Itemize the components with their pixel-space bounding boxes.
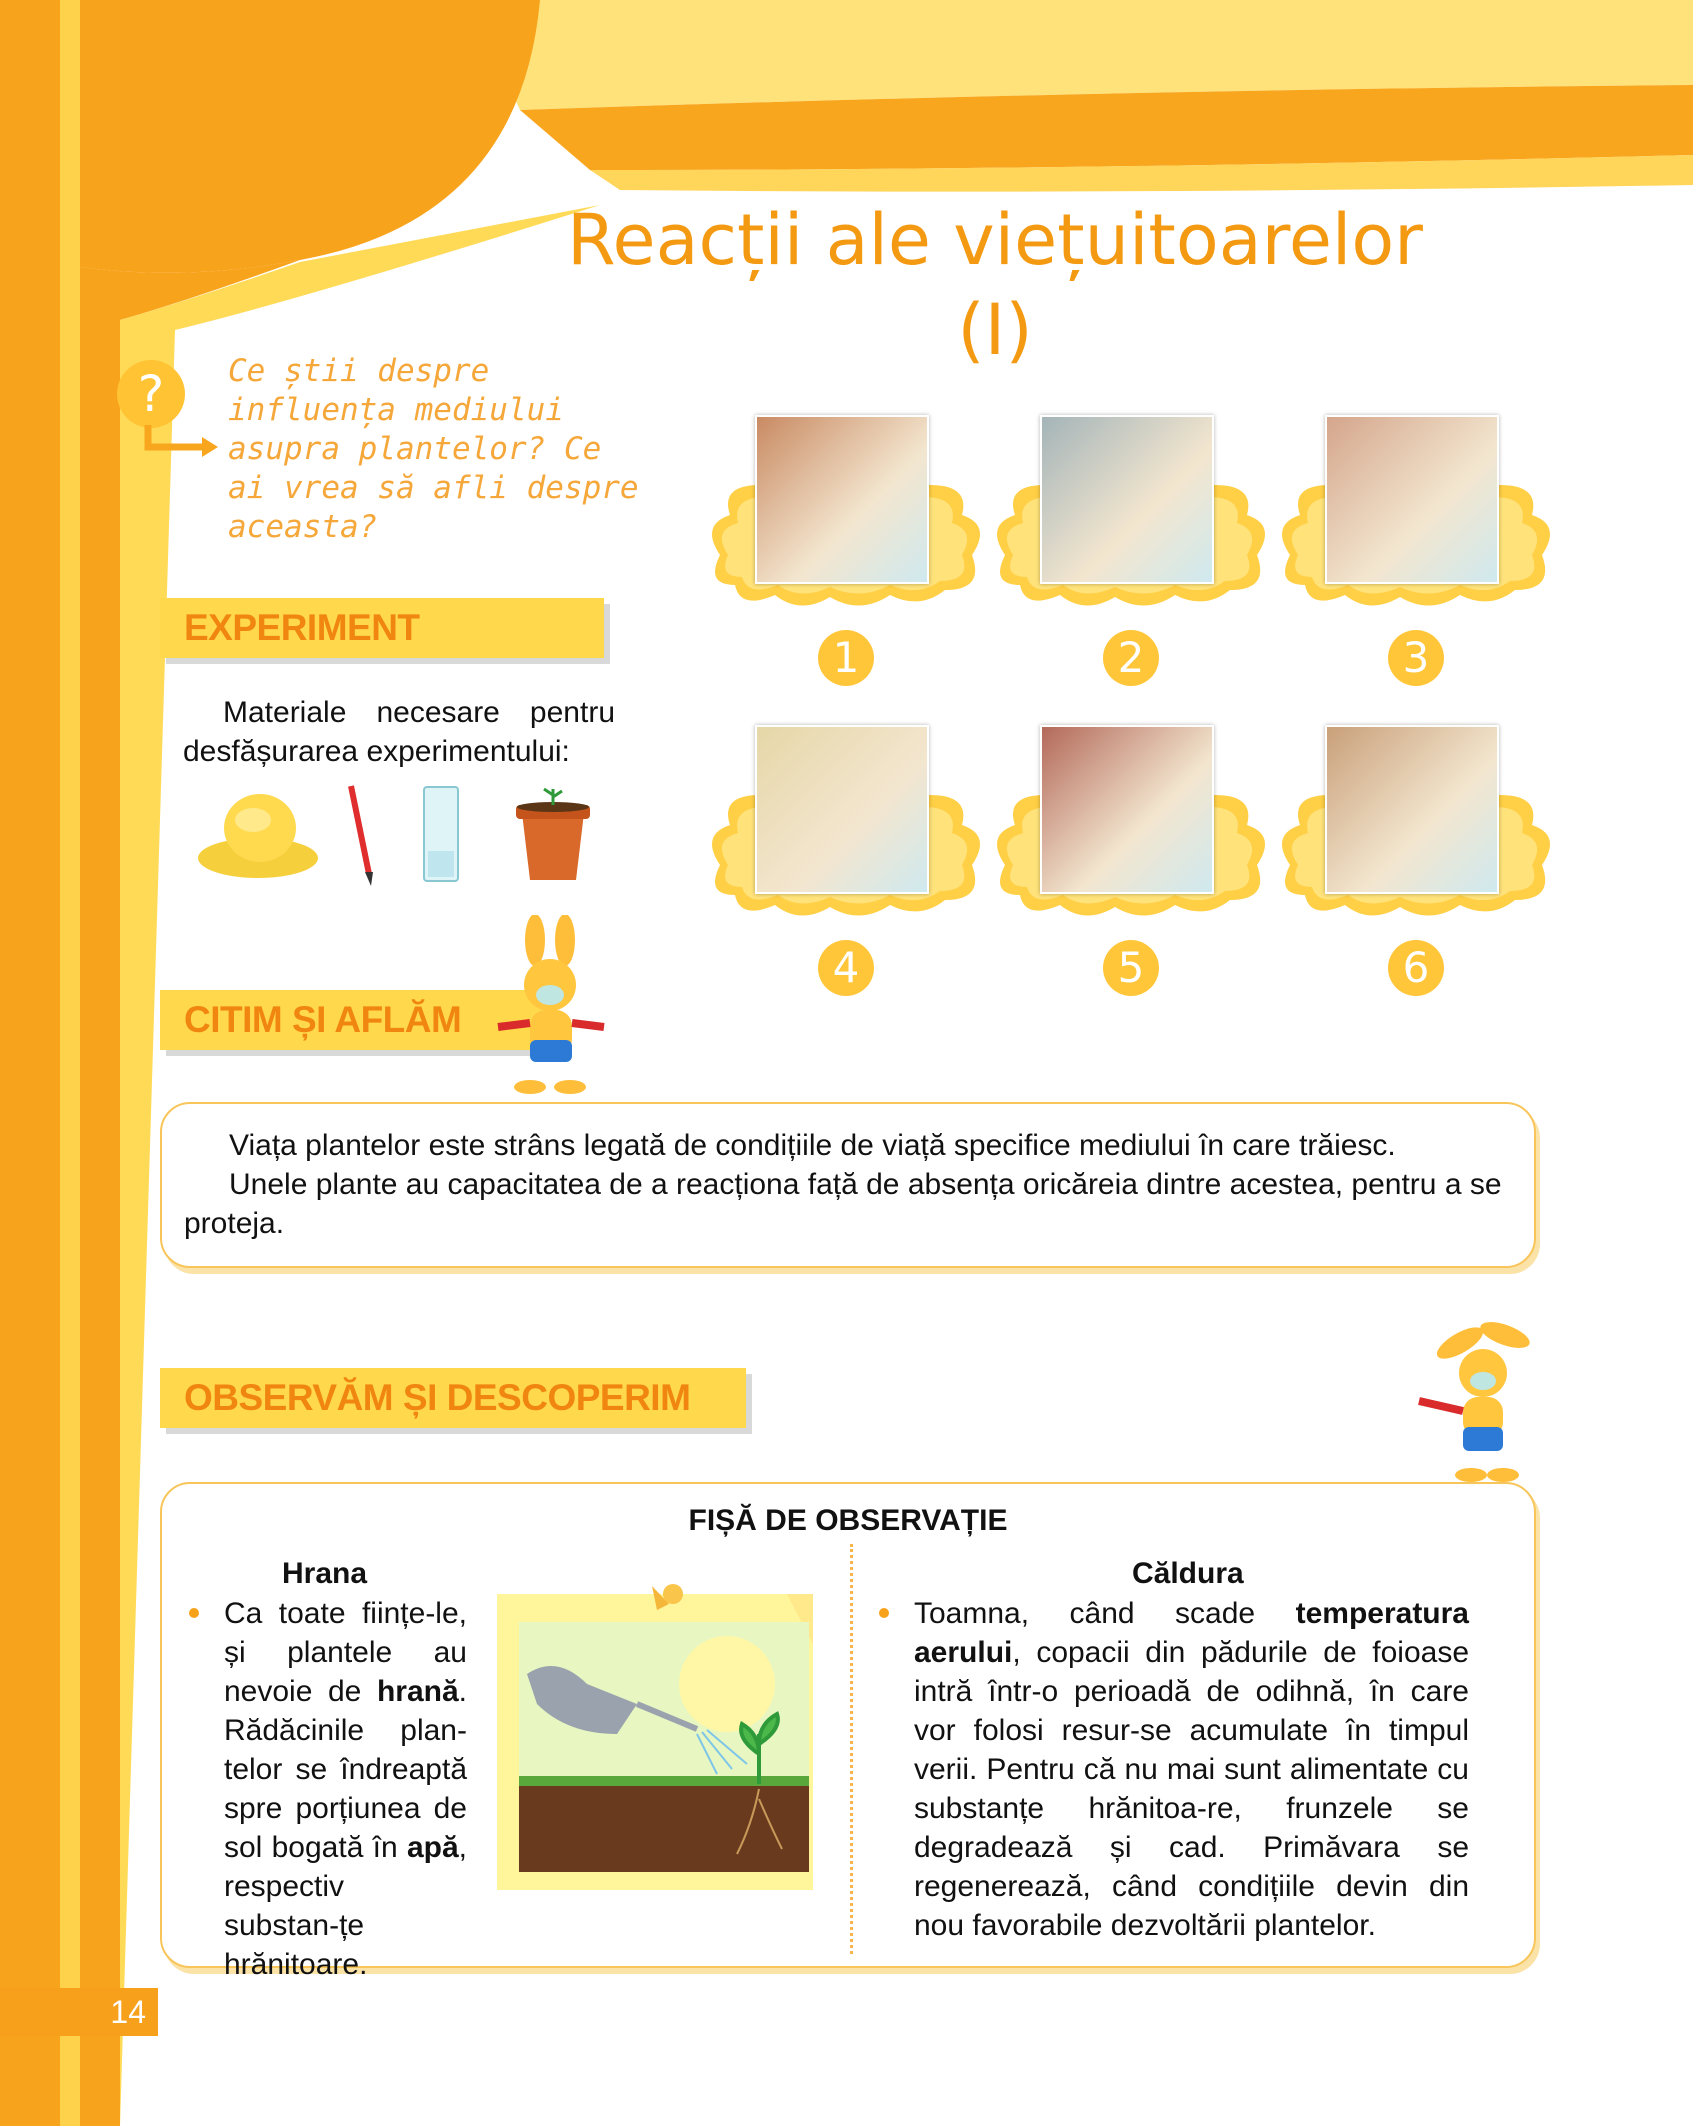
step-picture [755, 415, 929, 584]
flower-pot-icon [508, 785, 598, 885]
rabbit-mascot-icon [490, 915, 615, 1105]
step-picture [1325, 415, 1499, 584]
column-divider [850, 1544, 853, 1954]
step-3 [1270, 405, 1560, 695]
pencil-icon [345, 782, 375, 887]
section-observam: OBSERVĂM ȘI DESCOPERIM [160, 1368, 746, 1428]
question-icon: ? [117, 360, 185, 428]
step-number: 4 [818, 940, 874, 996]
bullet-icon [189, 1608, 199, 1618]
step-2 [985, 405, 1275, 695]
glass-icon [420, 785, 462, 885]
step-number: 6 [1388, 940, 1444, 996]
materials-text: Materiale necesare pentru desfășurarea experimentului: [183, 696, 615, 768]
watering-plant-illustration [497, 1584, 817, 1894]
food-text: Ca toate ființe-le, și plantele au nevoie de hrană. Rădăcinile plan-telor se îndreaptă spre porțiunea de sol bogată în apă, respectiv substan-țe hrănitoare. [224, 1597, 467, 1981]
step-4 [700, 715, 990, 1005]
bullet-icon [879, 1608, 889, 1618]
page-number: 14 [0, 1988, 158, 2036]
reading-box [160, 1102, 1536, 1268]
section-experiment: EXPERIMENT [160, 598, 604, 658]
step-number: 5 [1103, 940, 1159, 996]
step-number: 3 [1388, 630, 1444, 686]
observation-sheet [160, 1482, 1536, 1981]
step-picture [1325, 725, 1499, 894]
heat-heading: Căldura [1132, 1557, 1244, 1590]
arrow-icon [142, 425, 222, 465]
step-picture [1040, 415, 1214, 584]
rabbit-mascot-waving-icon [1405, 1315, 1545, 1490]
step-picture [1040, 725, 1214, 894]
intro-question: Ce știi despre influența mediului asupra plantelor? Ce ai vrea să afli despre aceasta? [228, 353, 639, 545]
section-citim: CITIM ȘI AFLĂM [160, 990, 548, 1050]
step-5 [985, 715, 1275, 1005]
food-heading: Hrana [282, 1557, 368, 1590]
step-1 [700, 405, 990, 695]
reading-paragraph-2: Unele plante au capacitatea de a reacționa față de absența oricăreia dintre acestea, pentru a se proteja. [184, 1168, 1502, 1240]
step-number: 1 [818, 630, 874, 686]
step-6 [1270, 715, 1560, 1005]
observation-title: FIȘĂ DE OBSERVAȚIE [688, 1504, 1008, 1537]
reading-paragraph-1: Viața plantelor este strâns legată de condițiile de viață specifice mediului în care trăiesc. [229, 1129, 1396, 1162]
step-picture [755, 725, 929, 894]
step-number: 2 [1103, 630, 1159, 686]
page-title: Reacții ale viețuitoarelor (I) [567, 199, 1423, 371]
sponge-icon [198, 790, 328, 880]
heat-text: Toamna, când scade temperatura aerului, copacii din pădurile de foioase intră într-o perioadă de odihnă, în care vor folosi resur-se acumulate în timpul verii. Pentru că nu mai sunt alimentate cu substanțe hrănitoa-re, frunzele se degradează și cad. Primăvara se regenerează, când condițiile devin din nou favorabile dezvoltării plantelor. [914, 1597, 1469, 1942]
